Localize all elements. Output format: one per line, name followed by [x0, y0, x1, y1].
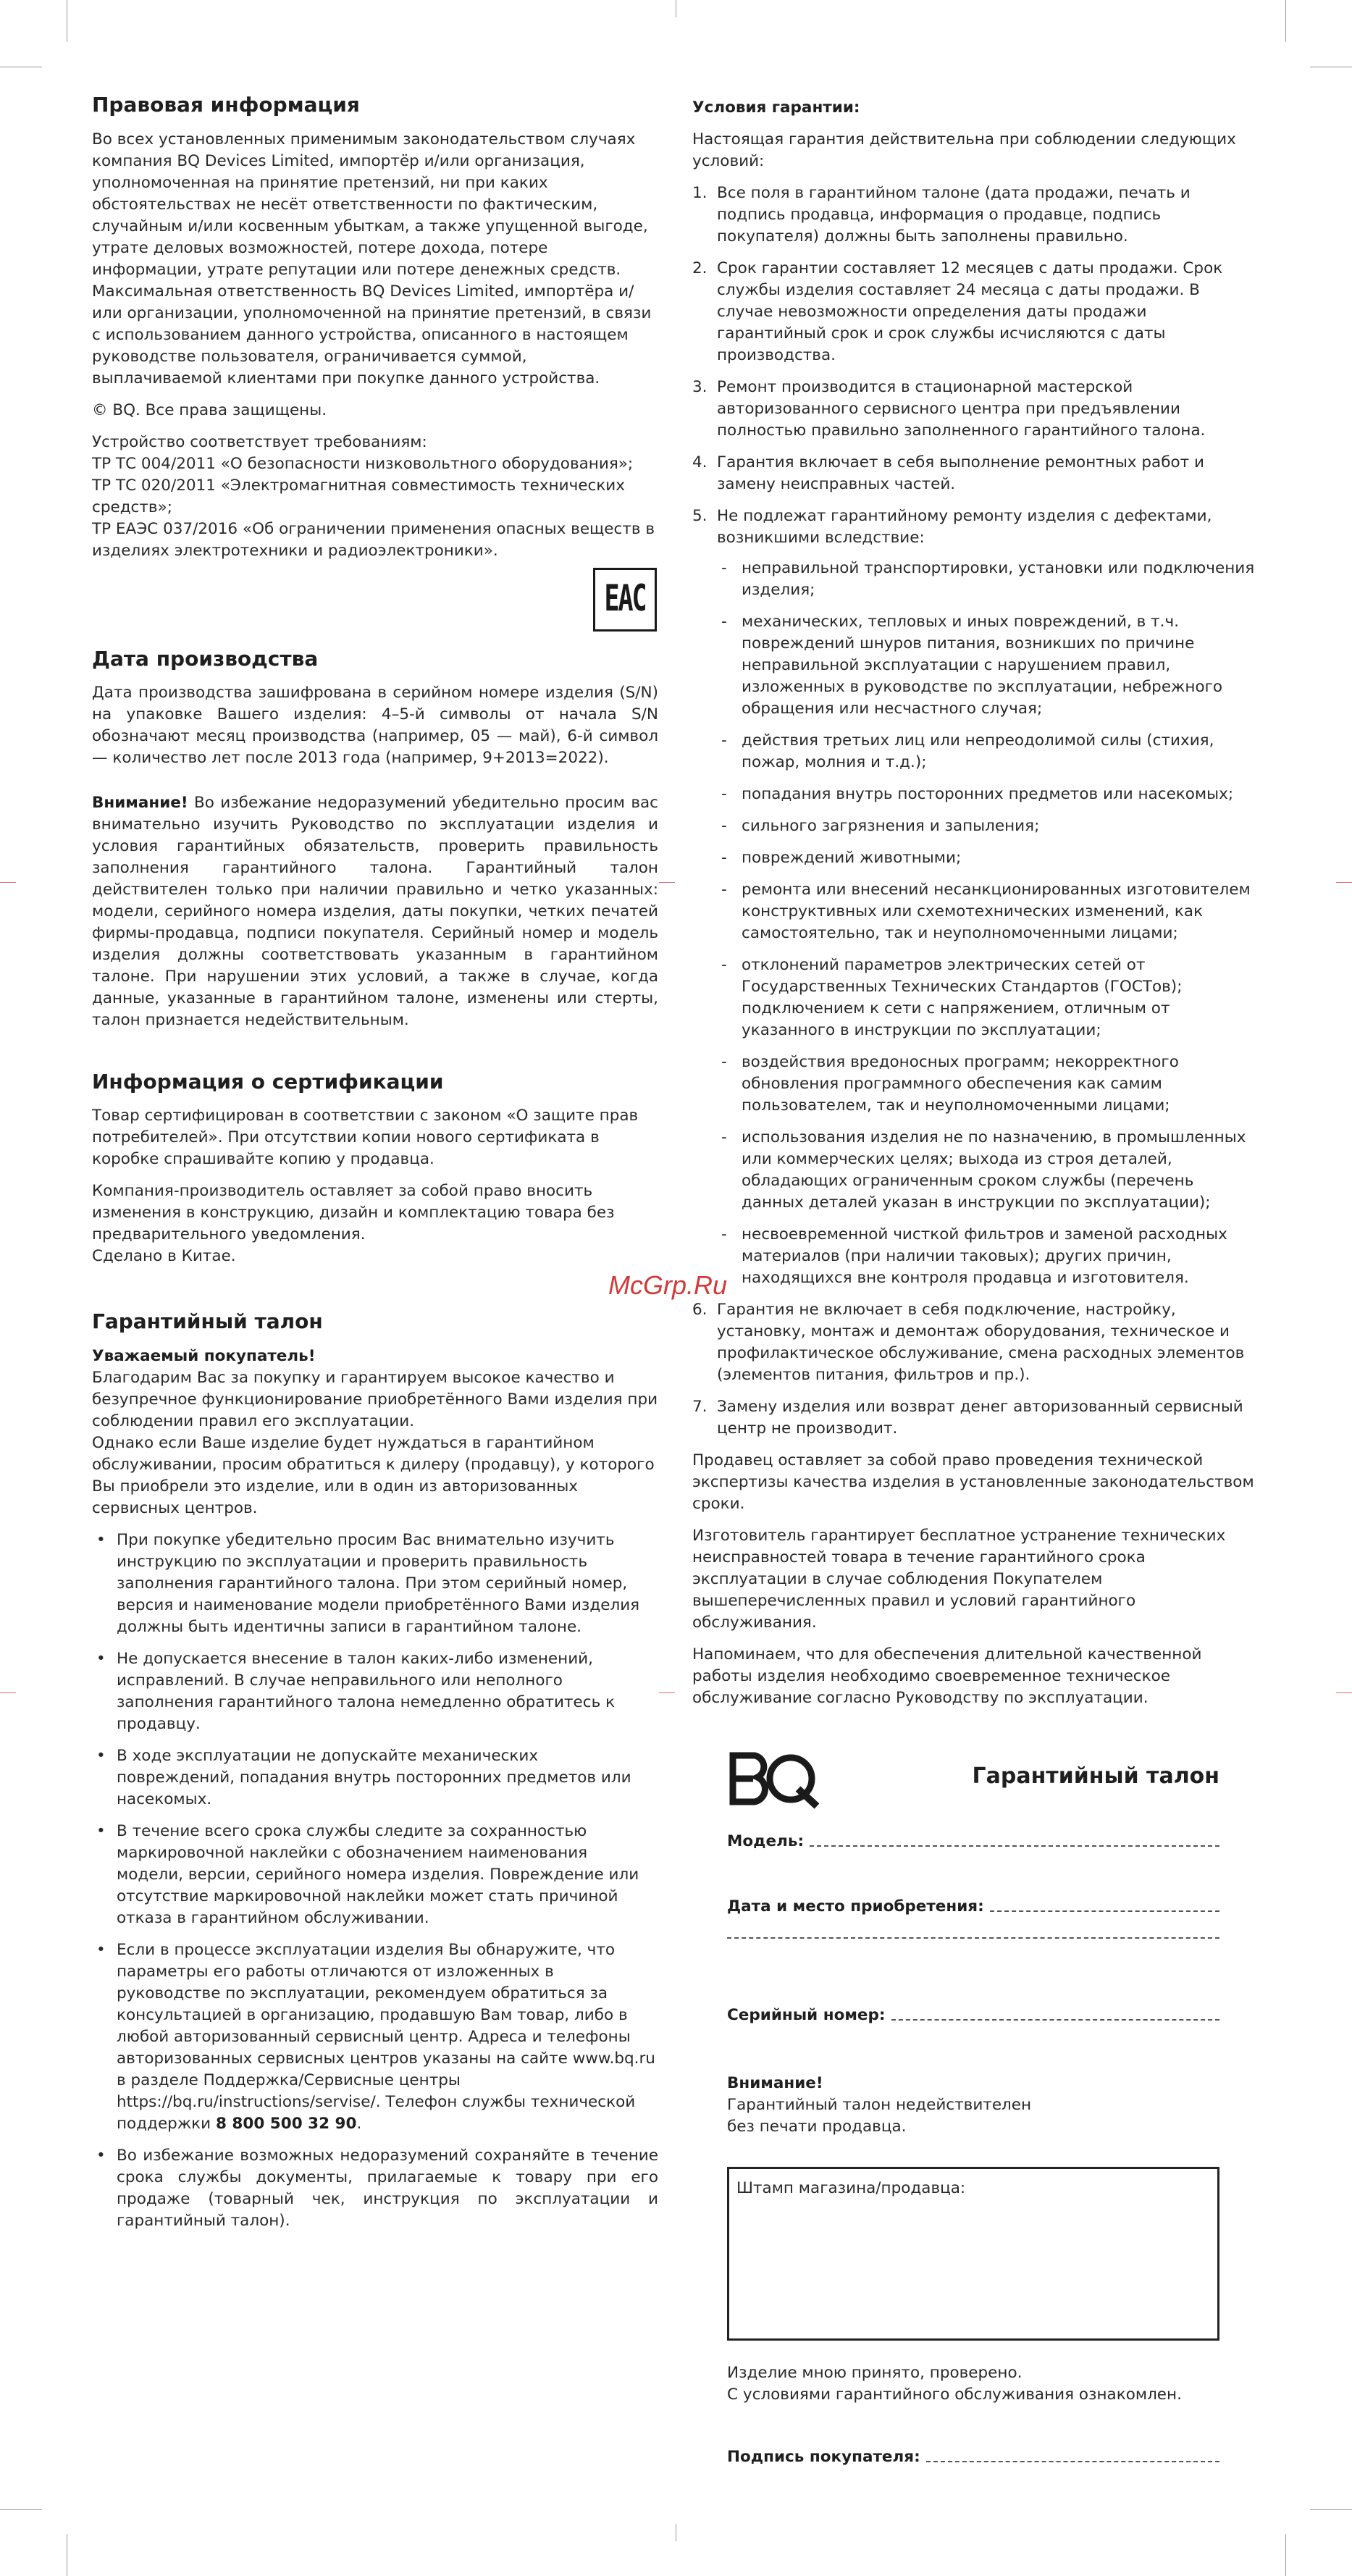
signature-field[interactable]	[727, 2448, 1219, 2466]
eac-mark-text: EAC	[604, 577, 646, 619]
made-in-text: Сделано в Китае.	[92, 1247, 236, 1265]
warranty-intro: Однако если Ваше изделие будет нуждаться в гарантийном обслуживании, просим обратиться к дилеру (продавцу), у которого Вы приобрели это изделие, или в один из авторизованных сервисных центров.	[92, 1434, 655, 1517]
item-text: Не подлежат гарантийному ремонту изделия с дефектами, возникшими вследствие:	[717, 507, 1212, 547]
list-item: - использования изделия не по назначению, в промышленных или коммерческих целях; выхода из строя деталей, обладающих ограниченным сроком службы (перечень данных деталей указан в инструкции по эксплуатации);	[717, 1127, 1259, 1214]
warranty-section	[92, 1346, 658, 2242]
list-item: • В ходе эксплуатации не допускайте механических повреждений, попадания внутрь посторонних предметов или насекомых.	[92, 1745, 658, 1811]
item-number: 7.	[692, 1398, 708, 1416]
reminder-paragraph: Напоминаем, что для обеспечения длительной качественной работы изделия необходимо своевременное техническое обслуживание согласно Руководству по эксплуатации.	[692, 1645, 1202, 1707]
list-item: - несвоевременной чисткой фильтров и заменой расходных материалов (при наличии таковых); других причин, находящихся вне контроля продавца и изготовителя.	[717, 1224, 1259, 1289]
watermark-text: McGrp.Ru	[608, 1270, 728, 1300]
item-number: 3.	[692, 378, 708, 396]
warranty-intro: Благодарим Вас за покупку и гарантируем высокое качество и безупречное функционирование приобретённого Вами изделия при соблюдении правил его эксплуатации.	[92, 1369, 658, 1430]
serial-number-input-line[interactable]	[891, 2019, 1220, 2021]
stamp-box[interactable]	[727, 2167, 1219, 2341]
cert-section	[92, 1105, 658, 1277]
conditions-list	[692, 182, 1259, 1440]
requirement-item: ТР ЕАЭС 037/2016 «Об ограничении применения опасных веществ в изделиях электротехники и радиоэлектроники».	[92, 520, 655, 560]
model-label: Модель:	[727, 1832, 805, 1850]
list-item	[692, 258, 1259, 366]
production-section	[92, 682, 658, 779]
stamp-label: Штамп магазина/продавца:	[736, 2179, 966, 2197]
crop-mark	[0, 2509, 42, 2510]
serial-number-label: Серийный номер:	[727, 2006, 886, 2024]
acceptance-text	[727, 2362, 1182, 2406]
list-item	[692, 182, 1259, 248]
production-paragraph: Дата производства зашифрована в серийном номере изделия (S/N) на упаковке Вашего изделия: 4–5-й символы от начала S/N обозначают месяц производства (например, 05 — май), 6-й символ — количество лет после 2013 года (например, 9+2013=2022).	[92, 684, 658, 767]
model-input-line[interactable]	[810, 1845, 1219, 1847]
item-number: 2.	[692, 259, 708, 277]
cert-paragraph: Компания-производитель оставляет за собой право вносить изменения в конструкцию, дизайн и комплектацию товара без предварительного уведомления.	[92, 1182, 615, 1243]
list-item: - повреждений животными;	[717, 847, 1259, 869]
requirements-list	[92, 432, 658, 562]
model-field[interactable]	[727, 1832, 1219, 1850]
signature-input-line[interactable]	[926, 2461, 1219, 2462]
greeting: Уважаемый покупатель!	[92, 1347, 316, 1365]
production-heading: Дата производства	[92, 647, 319, 671]
list-item: - неправильной транспортировки, установки или подключения изделия;	[717, 558, 1259, 601]
crop-mark	[1285, 2534, 1286, 2576]
fold-mark	[1336, 882, 1352, 883]
warranty-heading: Гарантийный талон	[92, 1309, 323, 1333]
fold-mark	[0, 882, 16, 883]
warning-text: Во избежание недоразумений убедительно просим вас внимательно изучить Руководство по эксплуатации изделия и условия гарантийных обязательств, проверить правильность заполнения гарантийного талона. Гарантийный талон действителен только при наличии правильно и четко указанных: модели, серийного номера изделия, даты покупки, четких печатей фирмы-продавца, подписи покупателя. Серийный номер и модель изделия должны соответствовать указанным в гарантийном талоне. При нарушении этих условий, а также в случае, когда данные, указанные в гарантийном талоне, изменены или стерты, талон признается недействительным.	[92, 794, 658, 1029]
eac-mark-logo	[593, 568, 657, 632]
signature-label: Подпись покупателя:	[727, 2448, 920, 2466]
crop-mark	[1285, 0, 1286, 42]
conditions-intro: Настоящая гарантия действительна при соблюдении следующих условий:	[692, 130, 1236, 170]
legal-paragraph: Во всех установленных применимым законодательством случаях компания BQ Devices Limited, импортёр и/или организация, уполномоченная на принятие претензий, ни при каких обстоятельствах не несёт ответственности по фактическим, случайным и/или косвенным убыткам, а также упущенной выгоде, утрате деловых возможностей, потере дохода, потере информации, утрате репутации или потере денежных средств. Максимальная ответственность BQ Devices Limited, импортёра и/или организации, уполномоченной на принятие претензий, в связи с использованием данного устройства, описанного в настоящем руководстве пользователя, ограничивается суммой, выплачиваемой клиентами при покупке данного устройства.	[92, 130, 652, 387]
item-text: Срок гарантии составляет 12 месяцев с даты продажи. Срок службы изделия составляет 24 месяца с даты продажи. В случае невозможности определения даты продажи гарантийный срок и срок службы исчисляются с даты производства.	[717, 259, 1223, 364]
list-item: - механических, тепловых и иных повреждений, в т.ч. повреждений шнуров питания, возникших по причине неправильной эксплуатации с нарушением правил, изложенных в руководстве по эксплуатации, небрежного обращения или несчастного случая;	[717, 611, 1259, 720]
purchase-date-label: Дата и место приобретения:	[727, 1897, 984, 1916]
crop-mark	[1310, 2509, 1352, 2510]
card-title: Гарантийный талон	[972, 1763, 1219, 1789]
item-text: Все поля в гарантийном талоне (дата продажи, печать и подпись продавца, информация о продавце, подпись покупателя) должны быть заполнены правильно.	[717, 184, 1191, 246]
list-item: • Не допускается внесение в талон каких-либо изменений, исправлений. В случае неправильного или неполного заполнения гарантийного талона немедленно обратитесь к продавцу.	[92, 1648, 658, 1735]
conditions-heading: Условия гарантии:	[692, 98, 860, 117]
list-item: - воздействия вредоносных программ; некорректного обновления программного обеспечения как самим пользователем, так и неуполномоченными лицами;	[717, 1052, 1259, 1117]
fold-mark	[1336, 1692, 1352, 1693]
item-number: 4.	[692, 453, 708, 471]
list-item	[692, 505, 1259, 1289]
item-text: Гарантия включает в себя выполнение ремонтных работ и замену неисправных частей.	[717, 453, 1204, 493]
card-warning-label: Внимание!	[727, 2074, 823, 2092]
acceptance-line: Изделие мною принято, проверено.	[727, 2364, 1023, 2382]
serial-number-field[interactable]	[727, 2006, 1219, 2024]
item-text: Ремонт производится в стационарной мастерской авторизованного сервисного центра при предъявлении полностью правильно заполненного гарантийного талона.	[717, 378, 1206, 440]
list-item	[692, 1299, 1259, 1386]
fold-mark	[659, 882, 675, 883]
bq-logo-icon	[727, 1745, 821, 1811]
fold-mark	[0, 1692, 16, 1693]
seller-paragraph: Продавец оставляет за собой право проведения технической экспертизы качества изделия в установленные законодательством сроки.	[692, 1451, 1254, 1513]
item-text: Замену изделия или возврат денег авторизованный сервисный центр не производит.	[717, 1398, 1243, 1438]
card-warning	[727, 2073, 1031, 2138]
conditions-section	[692, 97, 1259, 1719]
support-text-end: .	[356, 2115, 362, 2133]
list-item	[92, 1939, 658, 2135]
list-item: - попадания внутрь посторонних предметов или насекомых;	[717, 784, 1259, 805]
list-item: - ремонта или внесений несанкционированных изготовителем конструктивных или схемотехнических изменений, как самостоятельно, так и неуполномоченными лицами;	[717, 879, 1259, 944]
list-item: - сильного загрязнения и запыления;	[717, 815, 1259, 837]
list-item	[692, 452, 1259, 495]
requirement-item: ТР ТС 020/2011 «Электромагнитная совместимость технических средств»;	[92, 477, 626, 516]
production-warning	[92, 792, 658, 1041]
copyright-text: © BQ. Все права защищены.	[92, 401, 327, 419]
item-number: 6.	[692, 1301, 708, 1319]
purchase-place-input-line[interactable]	[727, 1937, 1219, 1939]
cert-paragraph: Товар сертифицирован в соответствии с законом «О защите прав потребителей». При отсутствии копии нового сертификата в коробке спрашивайте копию у продавца.	[92, 1107, 639, 1168]
list-item: - отклонений параметров электрических сетей от Государственных Технических Стандартов (ГОСТов); подключением к сети с напряжением, отличным от указанного в инструкции по эксплуатации;	[717, 955, 1259, 1041]
list-item	[692, 1396, 1259, 1440]
legal-heading: Правовая информация	[92, 93, 360, 117]
card-warning-text: Гарантийный талон недействителен	[727, 2096, 1032, 2114]
legal-section	[92, 129, 658, 562]
purchase-date-input-line[interactable]	[990, 1910, 1219, 1912]
requirements-title: Устройство соответствует требованиям:	[92, 433, 427, 451]
purchase-place-field[interactable]	[727, 1937, 1219, 1942]
card-warning-text: без печати продавца.	[727, 2118, 907, 2136]
warning-label: Внимание!	[92, 794, 188, 812]
fold-mark	[659, 1692, 675, 1693]
list-item: • В течение всего срока службы следите за сохранностью маркировочной наклейки с обозначением наименования модели, версии, серийного номера изделия. Повреждение или отсутствие маркировочной наклейки может стать причиной отказа в гарантийном обслуживании.	[92, 1821, 658, 1929]
list-item: • Во избежание возможных недоразумений сохраняйте в течение срока службы документы, прилагаемые к товару при его продаже (товарный чек, инструкция по эксплуатации и гарантийный талон).	[92, 2145, 658, 2232]
support-text: Если в процессе эксплуатации изделия Вы обнаружите, что параметры его работы отличаются от изложенных в руководстве по эксплуатации, рекомендуем обратиться за консультацией в организацию, продавшую Вам товар, либо в любой авторизованный сервисный центр. Адреса и телефоны авторизованных сервисных центров указаны на сайте www.bq.ru в разделе Поддержка/Сервисные центры https://bq.ru/instructions/servise/. Телефон службы технической поддержки	[117, 1941, 655, 2133]
list-item: • При покупке убедительно просим Вас внимательно изучить инструкцию по эксплуатации и проверить правильность заполнения гарантийного талона. При этом серийный номер, версия и наименование модели приобретённого Вами изделия должны быть идентичны записи в гарантийном талоне.	[92, 1530, 658, 1638]
item-number: 5.	[692, 507, 708, 525]
maker-paragraph: Изготовитель гарантирует бесплатное устранение технических неисправностей товара в течение гарантийного срока эксплуатации в случае соблюдения Покупателем вышеперечисленных правил и условий гарантийного обслуживания.	[692, 1527, 1226, 1632]
cert-heading: Информация о сертификации	[92, 1070, 444, 1094]
requirement-item: ТР ТС 004/2011 «О безопасности низковольтного оборудования»;	[92, 455, 634, 473]
defects-list	[717, 558, 1259, 1289]
list-item	[692, 377, 1259, 442]
support-phone: 8 800 500 32 90	[215, 2115, 357, 2133]
item-text: Гарантия не включает в себя подключение, настройку, установку, монтаж и демонтаж оборудования, техническое и профилактическое обслуживание, смена расходных элементов (элементов питания, фильтров и пр.).	[717, 1301, 1245, 1384]
purchase-date-field[interactable]	[727, 1897, 1219, 1916]
list-item: - действия третьих лиц или непреодолимой силы (стихия, пожар, молния и т.д.);	[717, 730, 1259, 773]
acceptance-line: С условиями гарантийного обслуживания ознакомлен.	[727, 2386, 1182, 2404]
item-number: 1.	[692, 184, 708, 202]
warranty-bullets	[92, 1530, 658, 2232]
